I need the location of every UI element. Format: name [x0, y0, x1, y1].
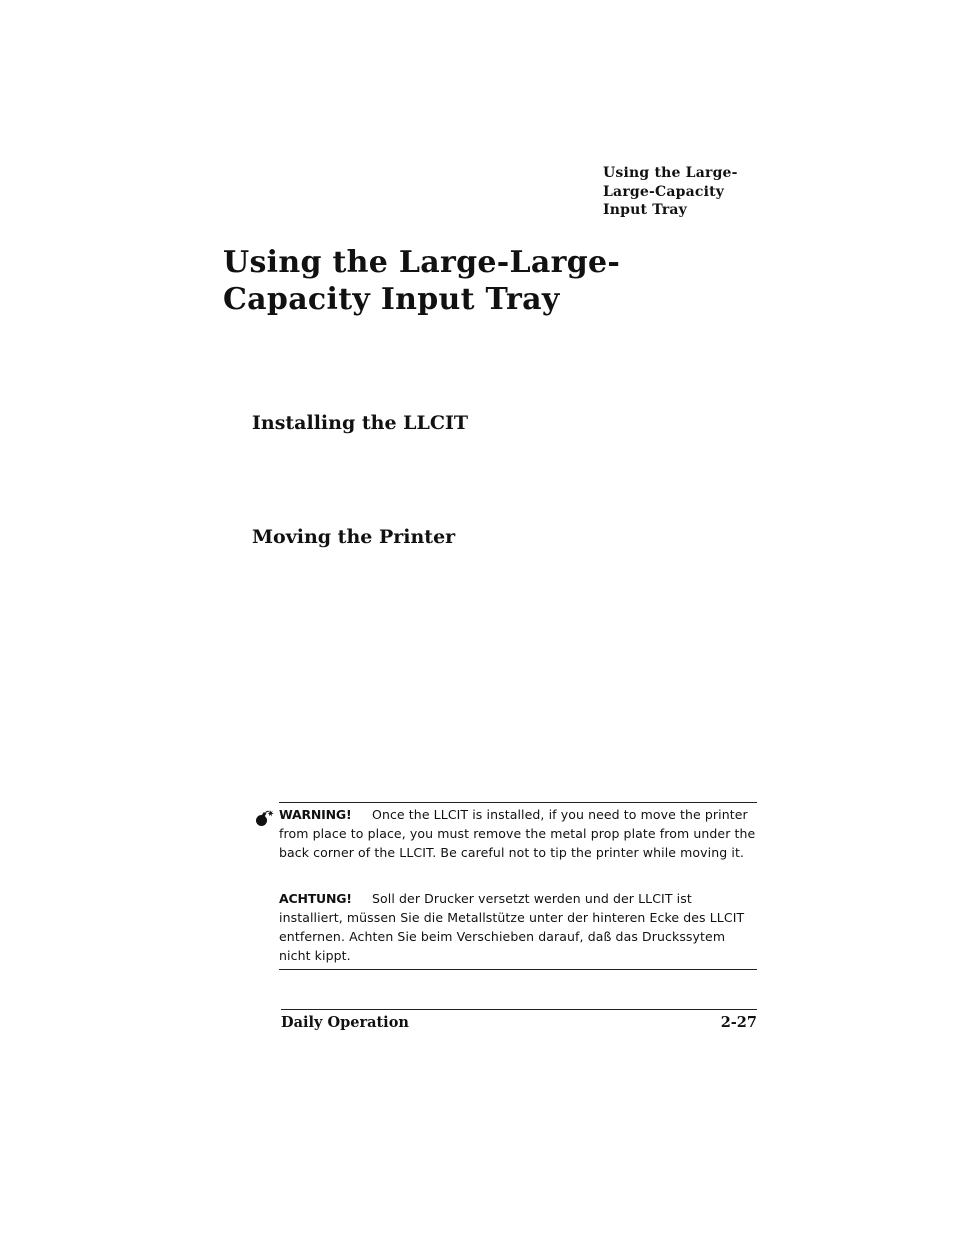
- running-head: [603, 164, 803, 220]
- footer-section-title: Daily Operation: [281, 1014, 409, 1031]
- running-head-line: Large-Capacity: [603, 183, 725, 200]
- page-number: 2-27: [720, 1014, 757, 1031]
- chapter-title-line: Using the Large-Large-: [223, 245, 621, 280]
- warning-paragraph: [279, 805, 757, 862]
- warning-bomb-icon: [255, 809, 275, 827]
- warning-notice: [279, 802, 757, 970]
- section-heading-installing: Installing the LLCIT: [252, 412, 469, 434]
- section-heading-moving: Moving the Printer: [252, 526, 456, 548]
- chapter-title: [223, 244, 783, 318]
- achtung-label: ACHTUNG!: [279, 891, 352, 906]
- running-head-line: Input Tray: [603, 202, 688, 218]
- running-head-line: Using the Large-: [603, 165, 738, 181]
- warning-text: Once the LLCIT is installed, if you need to move the printer from place to place, you must remove the metal prop plate from under the back corner of the LLCIT. Be careful not to tip the printer while moving it.: [279, 807, 756, 860]
- achtung-paragraph: [279, 889, 757, 965]
- footer-rule: [281, 1009, 757, 1010]
- warning-label: WARNING!: [279, 807, 352, 822]
- achtung-text: Soll der Drucker versetzt werden und der LLCIT ist installiert, müssen Sie die Metallstütze unter der hinteren Ecke des LLCIT entfernen. Achten Sie beim Verschieben darauf, daß das Druckssytem nicht kippt.: [279, 891, 745, 963]
- chapter-title-line: Capacity Input Tray: [223, 282, 560, 317]
